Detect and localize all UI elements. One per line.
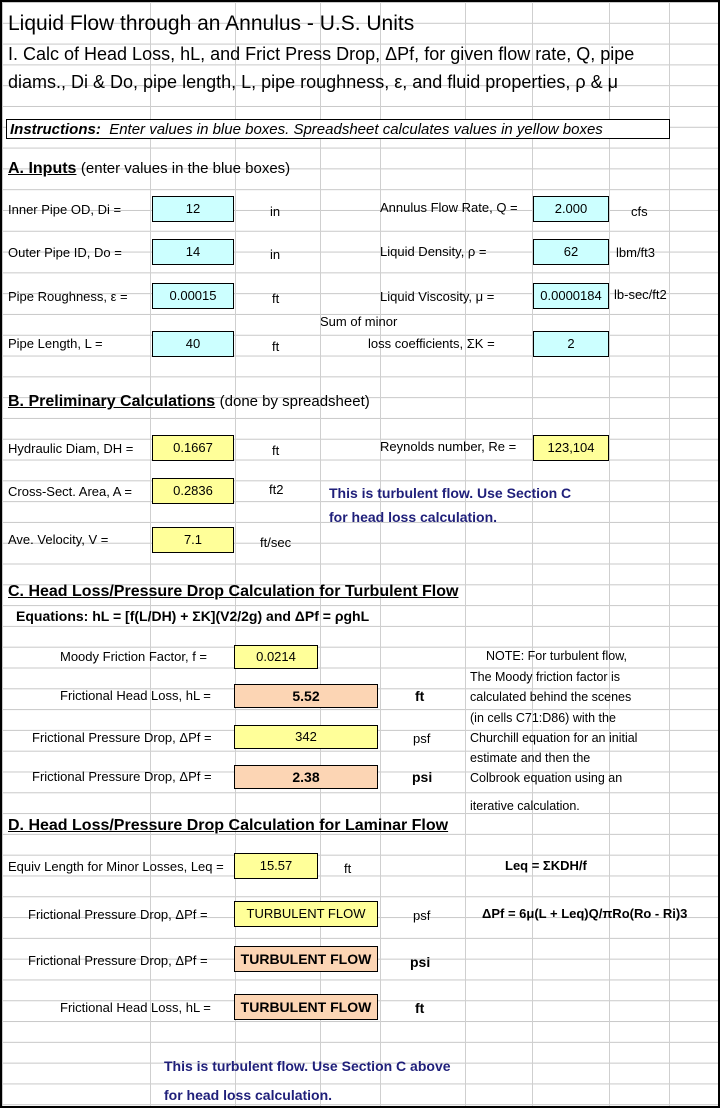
equiv-length-label: Equiv Length for Minor Losses, Leq = — [8, 859, 224, 874]
reynolds-label: Reynolds number, Re = — [380, 439, 517, 454]
minor-loss-label-2: loss coefficients, ΣK = — [368, 336, 495, 351]
page-title: Liquid Flow through an Annulus - U.S. Units — [8, 12, 415, 35]
equiv-length-unit: ft — [344, 861, 352, 876]
section-a-note: (enter values in the blue boxes) — [80, 160, 291, 177]
grid-column-line — [465, 2, 466, 1106]
note-line: iterative calculation. — [470, 799, 580, 813]
press-drop-psi-label: Frictional Pressure Drop, ΔPf = — [32, 769, 212, 784]
velocity-unit: ft/sec — [260, 535, 292, 550]
viscosity-label: Liquid Viscosity, μ = — [380, 289, 495, 304]
grid-column-line — [532, 2, 533, 1106]
section-a-heading: A. Inputs — [8, 160, 77, 177]
note-line: (in cells C71:D86) with the — [470, 711, 616, 725]
note-line: NOTE: For turbulent flow, — [486, 649, 628, 663]
friction-value: 0.0214 — [234, 645, 318, 669]
hyd-diam-value: 0.1667 — [152, 435, 234, 461]
turbulent-message-1: This is turbulent flow. Use Section C — [329, 485, 572, 501]
laminar-psi-value: TURBULENT FLOW — [234, 946, 378, 972]
turbulent-message-d-1: This is turbulent flow. Use Section C above — [164, 1058, 451, 1074]
laminar-psf-value: TURBULENT FLOW — [234, 901, 378, 927]
laminar-psf-unit: psf — [413, 908, 431, 923]
grid-column-line — [320, 2, 321, 1106]
inner-od-unit: in — [270, 204, 281, 219]
viscosity-input[interactable]: 0.0000184 — [533, 283, 609, 309]
minor-loss-label-1: Sum of minor — [320, 314, 398, 329]
laminar-psi-unit: psi — [410, 954, 431, 970]
velocity-label: Ave. Velocity, V = — [8, 532, 109, 547]
velocity-value: 7.1 — [152, 527, 234, 553]
area-label: Cross-Sect. Area, A = — [8, 484, 132, 499]
laminar-head-loss-label: Frictional Head Loss, hL = — [60, 1000, 211, 1015]
laminar-head-loss-value: TURBULENT FLOW — [234, 994, 378, 1020]
grid-column-line — [669, 2, 670, 1106]
note-line: estimate and then the — [470, 751, 591, 765]
laminar-psf-label: Frictional Pressure Drop, ΔPf = — [28, 907, 208, 922]
flow-rate-input[interactable]: 2.000 — [533, 196, 609, 222]
section-b-note: (done by spreadsheet) — [219, 393, 370, 410]
laminar-psi-label: Frictional Pressure Drop, ΔPf = — [28, 953, 208, 968]
length-label: Pipe Length, L = — [8, 336, 103, 351]
section-d-heading: D. Head Loss/Pressure Drop Calculation for Laminar Flow — [8, 817, 449, 834]
area-unit: ft2 — [269, 482, 284, 497]
density-unit: lbm/ft3 — [616, 245, 656, 260]
subtitle-line-2: diams., Di & Do, pipe length, L, pipe roughness, ε, and fluid properties, ρ & μ — [8, 72, 618, 92]
flow-rate-unit: cfs — [631, 204, 648, 219]
instructions-banner — [6, 119, 670, 139]
section-a-header — [8, 160, 290, 178]
density-label: Liquid Density, ρ = — [380, 244, 487, 259]
turbulent-message-2: for head loss calculation. — [329, 509, 498, 525]
section-c-equations: Equations: hL = [f(L/DH) + ΣK](V2/2g) and ΔPf = ρghL — [16, 608, 370, 624]
roughness-input[interactable]: 0.00015 — [152, 283, 234, 309]
outer-id-input[interactable]: 14 — [152, 239, 234, 265]
note-line: The Moody friction factor is — [470, 670, 621, 684]
inner-od-input[interactable]: 12 — [152, 196, 234, 222]
hyd-diam-unit: ft — [272, 443, 280, 458]
head-loss-unit: ft — [415, 688, 425, 704]
section-b-heading: B. Preliminary Calculations — [8, 393, 216, 410]
press-drop-psf-unit: psf — [413, 731, 431, 746]
press-drop-psf-label: Frictional Pressure Drop, ΔPf = — [32, 730, 212, 745]
instructions-text: Enter values in blue boxes. Spreadsheet calculates values in yellow boxes — [109, 121, 603, 138]
instructions-label: Instructions: — [10, 121, 101, 138]
outer-id-unit: in — [270, 247, 281, 262]
subtitle-line-1: I. Calc of Head Loss, hL, and Frict Press Drop, ΔPf, for given flow rate, Q, pipe — [8, 44, 635, 64]
grid-column-line — [609, 2, 610, 1106]
press-drop-psf-value: 342 — [234, 725, 378, 749]
laminar-head-loss-unit: ft — [415, 1000, 425, 1016]
section-c-heading: C. Head Loss/Pressure Drop Calculation for Turbulent Flow — [8, 583, 459, 600]
section-b-header — [8, 393, 370, 411]
reynolds-value: 123,104 — [533, 435, 609, 461]
note-line: Churchill equation for an initial — [470, 731, 638, 745]
equiv-length-value: 15.57 — [234, 853, 318, 879]
density-input[interactable]: 62 — [533, 239, 609, 265]
note-line: calculated behind the scenes — [470, 690, 632, 704]
head-loss-label: Frictional Head Loss, hL = — [60, 688, 211, 703]
leq-equation: Leq = ΣKDH/f — [505, 858, 587, 873]
outer-id-label: Outer Pipe ID, Do = — [8, 245, 122, 260]
viscosity-unit: lb-sec/ft2 — [614, 287, 667, 302]
press-drop-psi-unit: psi — [412, 769, 433, 785]
turbulent-message-d-2: for head loss calculation. — [164, 1087, 333, 1103]
inner-od-label: Inner Pipe OD, Di = — [8, 202, 122, 217]
flow-rate-label: Annulus Flow Rate, Q = — [380, 200, 518, 215]
area-value: 0.2836 — [152, 478, 234, 504]
dp-laminar-equation: ΔPf = 6μ(L + Leq)Q/πRo(Ro - Ri)3 — [482, 906, 688, 921]
head-loss-value: 5.52 — [234, 684, 378, 708]
roughness-label: Pipe Roughness, ε = — [8, 289, 128, 304]
grid-column-line — [380, 2, 381, 1106]
length-input[interactable]: 40 — [152, 331, 234, 357]
press-drop-psi-value: 2.38 — [234, 765, 378, 789]
length-unit: ft — [272, 339, 280, 354]
note-line: Colbrook equation using an — [470, 771, 623, 785]
roughness-unit: ft — [272, 291, 280, 306]
friction-label: Moody Friction Factor, f = — [60, 649, 208, 664]
hyd-diam-label: Hydraulic Diam, DH = — [8, 441, 134, 456]
minor-loss-input[interactable]: 2 — [533, 331, 609, 357]
